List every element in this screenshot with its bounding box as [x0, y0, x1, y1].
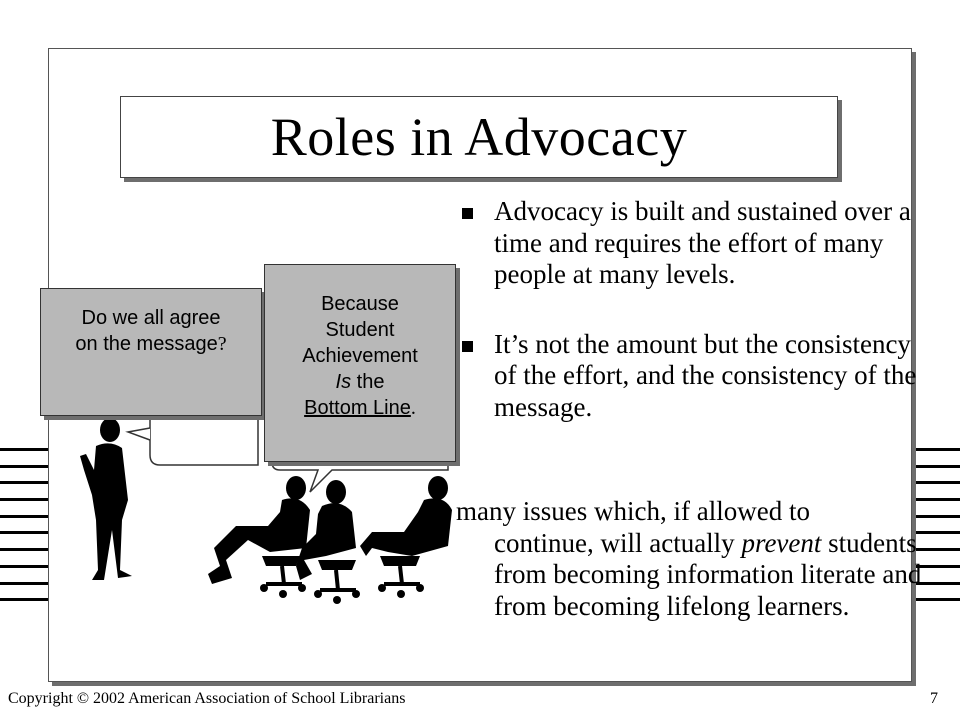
slide-title: Roles in Advocacy [270, 107, 688, 167]
emphasis-word: prevent [741, 527, 822, 558]
bullet-text: It’s not the amount but the consistency of the effort, and the consistency of the message. [494, 328, 917, 422]
copyright-footer: Copyright © 2002 American Association of School Librarians [8, 690, 406, 707]
callout-question-line2: on the message [75, 333, 218, 355]
callout-answer [264, 264, 456, 462]
continuation-rest [456, 528, 936, 623]
continuation-text [456, 496, 936, 622]
square-bullet-icon [462, 341, 473, 352]
callout-answer-line2: Student [325, 319, 395, 341]
bullet-item [462, 196, 932, 291]
title-box [120, 96, 838, 178]
page-number: 7 [930, 690, 938, 707]
bullet-text: Advocacy is built and sustained over a time and requires the effort of many people at many levels. [494, 196, 911, 289]
callout-question [40, 288, 262, 416]
continuation-rest-before: continue, will actually [494, 527, 742, 558]
bullet-list [462, 196, 932, 461]
callout-answer-period: . [410, 397, 416, 419]
callout-answer-line4: the [351, 371, 385, 393]
continuation-first-line: many issues which, if allowed to [456, 496, 810, 526]
callout-answer-underlined: Bottom Line [304, 397, 411, 419]
bullet-item [462, 329, 932, 424]
callout-question-mark: ? [217, 333, 227, 355]
callout-answer-line1: Because [321, 293, 399, 315]
continuation-rest-after: students from becoming information literate and from becoming lifelong learners. [494, 527, 922, 621]
callout-question-line1: Do we all agree [81, 307, 221, 329]
callout-answer-italic: Is [335, 371, 352, 393]
callout-answer-line3: Achievement [302, 345, 418, 367]
square-bullet-icon [462, 208, 473, 219]
